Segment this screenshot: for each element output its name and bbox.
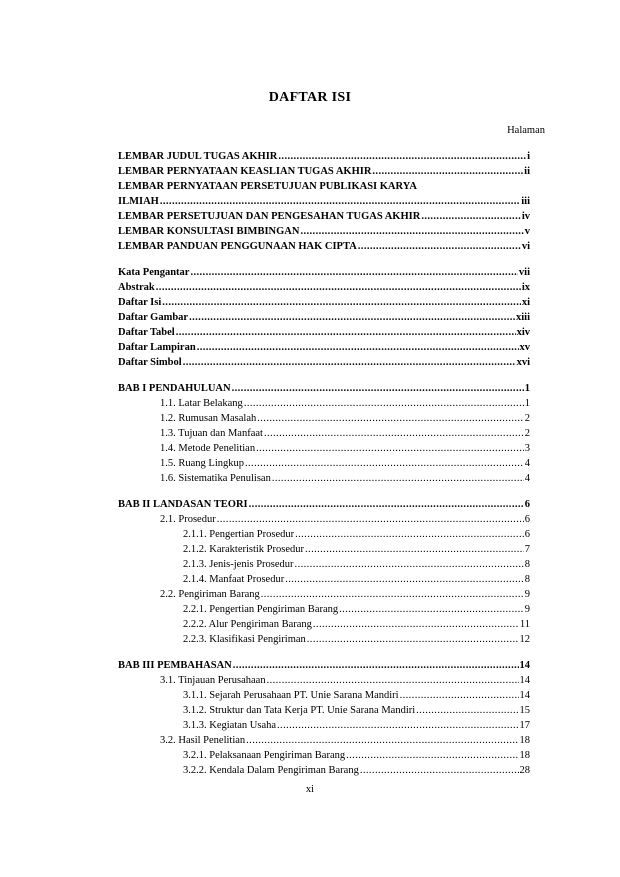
- toc-entry-daftar-lampiran: [118, 341, 530, 355]
- toc-page: 9: [524, 589, 530, 600]
- toc-heading-bab2: [118, 498, 530, 512]
- toc-label: 1.6. Sistematika Penulisan: [160, 473, 271, 484]
- toc-entry-3-2-1: [183, 749, 530, 763]
- toc-label: 3.1.1. Sejarah Perusahaan PT. Unie Sarana Mandiri: [183, 690, 399, 701]
- toc-label: Daftar Tabel: [118, 327, 175, 338]
- toc-label-line1: LEMBAR PERNYATAAN PERSETUJUAN PUBLIKASI KARYA: [118, 181, 417, 192]
- toc-entry-daftar-simbol: [118, 356, 530, 370]
- toc-label: BAB III PEMBAHASAN: [118, 660, 232, 671]
- toc-entry-3-1-2: [183, 704, 530, 718]
- toc-label: Daftar Gambar: [118, 312, 189, 323]
- toc-page: 18: [519, 735, 530, 746]
- toc-page: 8: [524, 574, 530, 585]
- toc-label: 3.1. Tinjauan Perusahaan: [160, 675, 266, 686]
- toc-entry-abstrak: [118, 281, 530, 295]
- toc-label: 2.1.2. Karakteristik Prosedur: [183, 544, 305, 555]
- toc-label: LEMBAR PANDUAN PENGGUNAAN HAK CIPTA: [118, 241, 357, 252]
- toc-label: 2.2.3. Klasifikasi Pengiriman: [183, 634, 306, 645]
- toc-page: xv: [519, 342, 530, 353]
- toc-page: vii: [518, 267, 530, 278]
- toc-page: 2: [524, 413, 530, 424]
- toc-entry-daftar-gambar: [118, 311, 530, 325]
- toc-entry-2-2-1: [183, 603, 530, 617]
- toc-page: 8: [524, 559, 530, 570]
- toc-entry-2-1-4: [183, 573, 530, 587]
- toc-page: v: [524, 226, 530, 237]
- toc-label: LEMBAR PERSETUJUAN DAN PENGESAHAN TUGAS AKHIR: [118, 211, 421, 222]
- toc-label: 2.2.1. Pengertian Pengiriman Barang: [183, 604, 339, 615]
- toc-entry-daftar-tabel: [118, 326, 530, 340]
- toc-entry-3-1-3: [183, 719, 530, 733]
- toc-label: 1.4. Metode Penelitian: [160, 443, 256, 454]
- toc-label: 2.1. Prosedur: [160, 514, 216, 525]
- toc-label: 2.1.3. Jenis-jenis Prosedur: [183, 559, 294, 570]
- toc-page: vi: [521, 241, 530, 252]
- toc-entry-2-1-1: [183, 528, 530, 542]
- toc-page: 6: [524, 514, 530, 525]
- toc-entry-lembar-panduan: [118, 240, 530, 254]
- toc-heading-bab1: [118, 382, 530, 396]
- toc-label: ILMIAH: [118, 196, 159, 207]
- toc-label: 3.2. Hasil Penelitian: [160, 735, 246, 746]
- toc-page: xvi: [516, 357, 530, 368]
- toc-label: 1.3. Tujuan dan Manfaat: [160, 428, 263, 439]
- toc-page: 28: [519, 765, 530, 776]
- toc-label: 2.1.1. Pengertian Prosedur: [183, 529, 295, 540]
- toc-label: 1.5. Ruang Lingkup: [160, 458, 244, 469]
- toc-page: 14: [519, 660, 530, 671]
- toc-entry-daftar-isi: [118, 296, 530, 310]
- toc-entry-3-1-1: [183, 689, 530, 703]
- toc-entry-lembar-publikasi: [118, 195, 530, 209]
- toc-page: 17: [519, 720, 530, 731]
- toc-entry-2-2: [160, 588, 530, 602]
- toc-label: 1.1. Latar Belakang: [160, 398, 243, 409]
- toc-page: iv: [521, 211, 530, 222]
- toc-page: 4: [524, 473, 530, 484]
- toc-label: Daftar Simbol: [118, 357, 182, 368]
- toc-page: xiii: [515, 312, 530, 323]
- page-number: xi: [305, 784, 315, 795]
- toc-label: 3.2.1. Pelaksanaan Pengiriman Barang: [183, 750, 346, 761]
- toc-page: xiv: [516, 327, 530, 338]
- toc-entry-1-4: [160, 442, 530, 456]
- toc-label: Daftar Lampiran: [118, 342, 196, 353]
- toc-entry-3-2-2: [183, 764, 530, 778]
- toc-entry-1-1: [160, 397, 530, 411]
- toc-page: 2: [524, 428, 530, 439]
- toc-page: 11: [519, 619, 530, 630]
- toc-entry-2-2-2: [183, 618, 530, 632]
- toc-page: 6: [524, 529, 530, 540]
- toc-page: 12: [519, 634, 530, 645]
- toc-label: LEMBAR JUDUL TUGAS AKHIR: [118, 151, 278, 162]
- toc-label: Daftar Isi: [118, 297, 162, 308]
- toc-label: Kata Pengantar: [118, 267, 190, 278]
- toc-entry-lembar-pernyataan-keaslian: [118, 165, 530, 179]
- toc-label: 3.1.3. Kegiatan Usaha: [183, 720, 277, 731]
- toc-entry-2-1: [160, 513, 530, 527]
- toc-page: xi: [521, 297, 530, 308]
- toc-entry-2-1-2: [183, 543, 530, 557]
- toc-page: 15: [519, 705, 530, 716]
- toc-page: 1: [524, 398, 530, 409]
- toc-label: 2.2.2. Alur Pengiriman Barang: [183, 619, 312, 630]
- toc-page: 14: [519, 675, 530, 686]
- toc-entry-1-3: [160, 427, 530, 441]
- toc-label: BAB I PENDAHULUAN: [118, 383, 231, 394]
- toc-entry-3-2: [160, 734, 530, 748]
- toc-entry-2-1-3: [183, 558, 530, 572]
- toc-page: 3: [524, 443, 530, 454]
- toc-entry-1-5: [160, 457, 530, 471]
- toc-label: LEMBAR KONSULTASI BIMBINGAN: [118, 226, 300, 237]
- toc-label: 2.1.4. Manfaat Prosedur: [183, 574, 285, 585]
- toc-page: 4: [524, 458, 530, 469]
- toc-page: 14: [519, 690, 530, 701]
- page-title: DAFTAR ISI: [268, 90, 352, 105]
- toc-page: ii: [524, 166, 530, 177]
- halaman-label: Halaman: [507, 125, 545, 136]
- toc-label: 3.2.2. Kendala Dalam Pengiriman Barang: [183, 765, 359, 776]
- toc-label: Abstrak: [118, 282, 155, 293]
- toc-label: 3.1.2. Struktur dan Tata Kerja PT. Unie Sarana Mandiri: [183, 705, 416, 716]
- toc-page: 9: [524, 604, 530, 615]
- toc-page: 7: [524, 544, 530, 555]
- toc-label: BAB II LANDASAN TEORI: [118, 499, 248, 510]
- toc-heading-bab3: [118, 659, 530, 673]
- toc-entry-3-1: [160, 674, 530, 688]
- toc-page: 6: [524, 499, 530, 510]
- toc-page: ix: [521, 282, 530, 293]
- toc-page: 1: [524, 383, 530, 394]
- toc-entry-kata-pengantar: [118, 266, 530, 280]
- toc-label: 2.2. Pengiriman Barang: [160, 589, 260, 600]
- toc-label: 1.2. Rumusan Masalah: [160, 413, 257, 424]
- toc-entry-lembar-konsultasi: [118, 225, 530, 239]
- toc-entry-lembar-judul: [118, 150, 530, 164]
- toc-entry-lembar-persetujuan: [118, 210, 530, 224]
- toc-entry-1-2: [160, 412, 530, 426]
- toc-entry-2-2-3: [183, 633, 530, 647]
- toc-page: 18: [519, 750, 530, 761]
- toc-label: LEMBAR PERNYATAAN KEASLIAN TUGAS AKHIR: [118, 166, 372, 177]
- toc-page: i: [527, 151, 530, 162]
- toc-page: iii: [521, 196, 530, 207]
- toc-entry-1-6: [160, 472, 530, 486]
